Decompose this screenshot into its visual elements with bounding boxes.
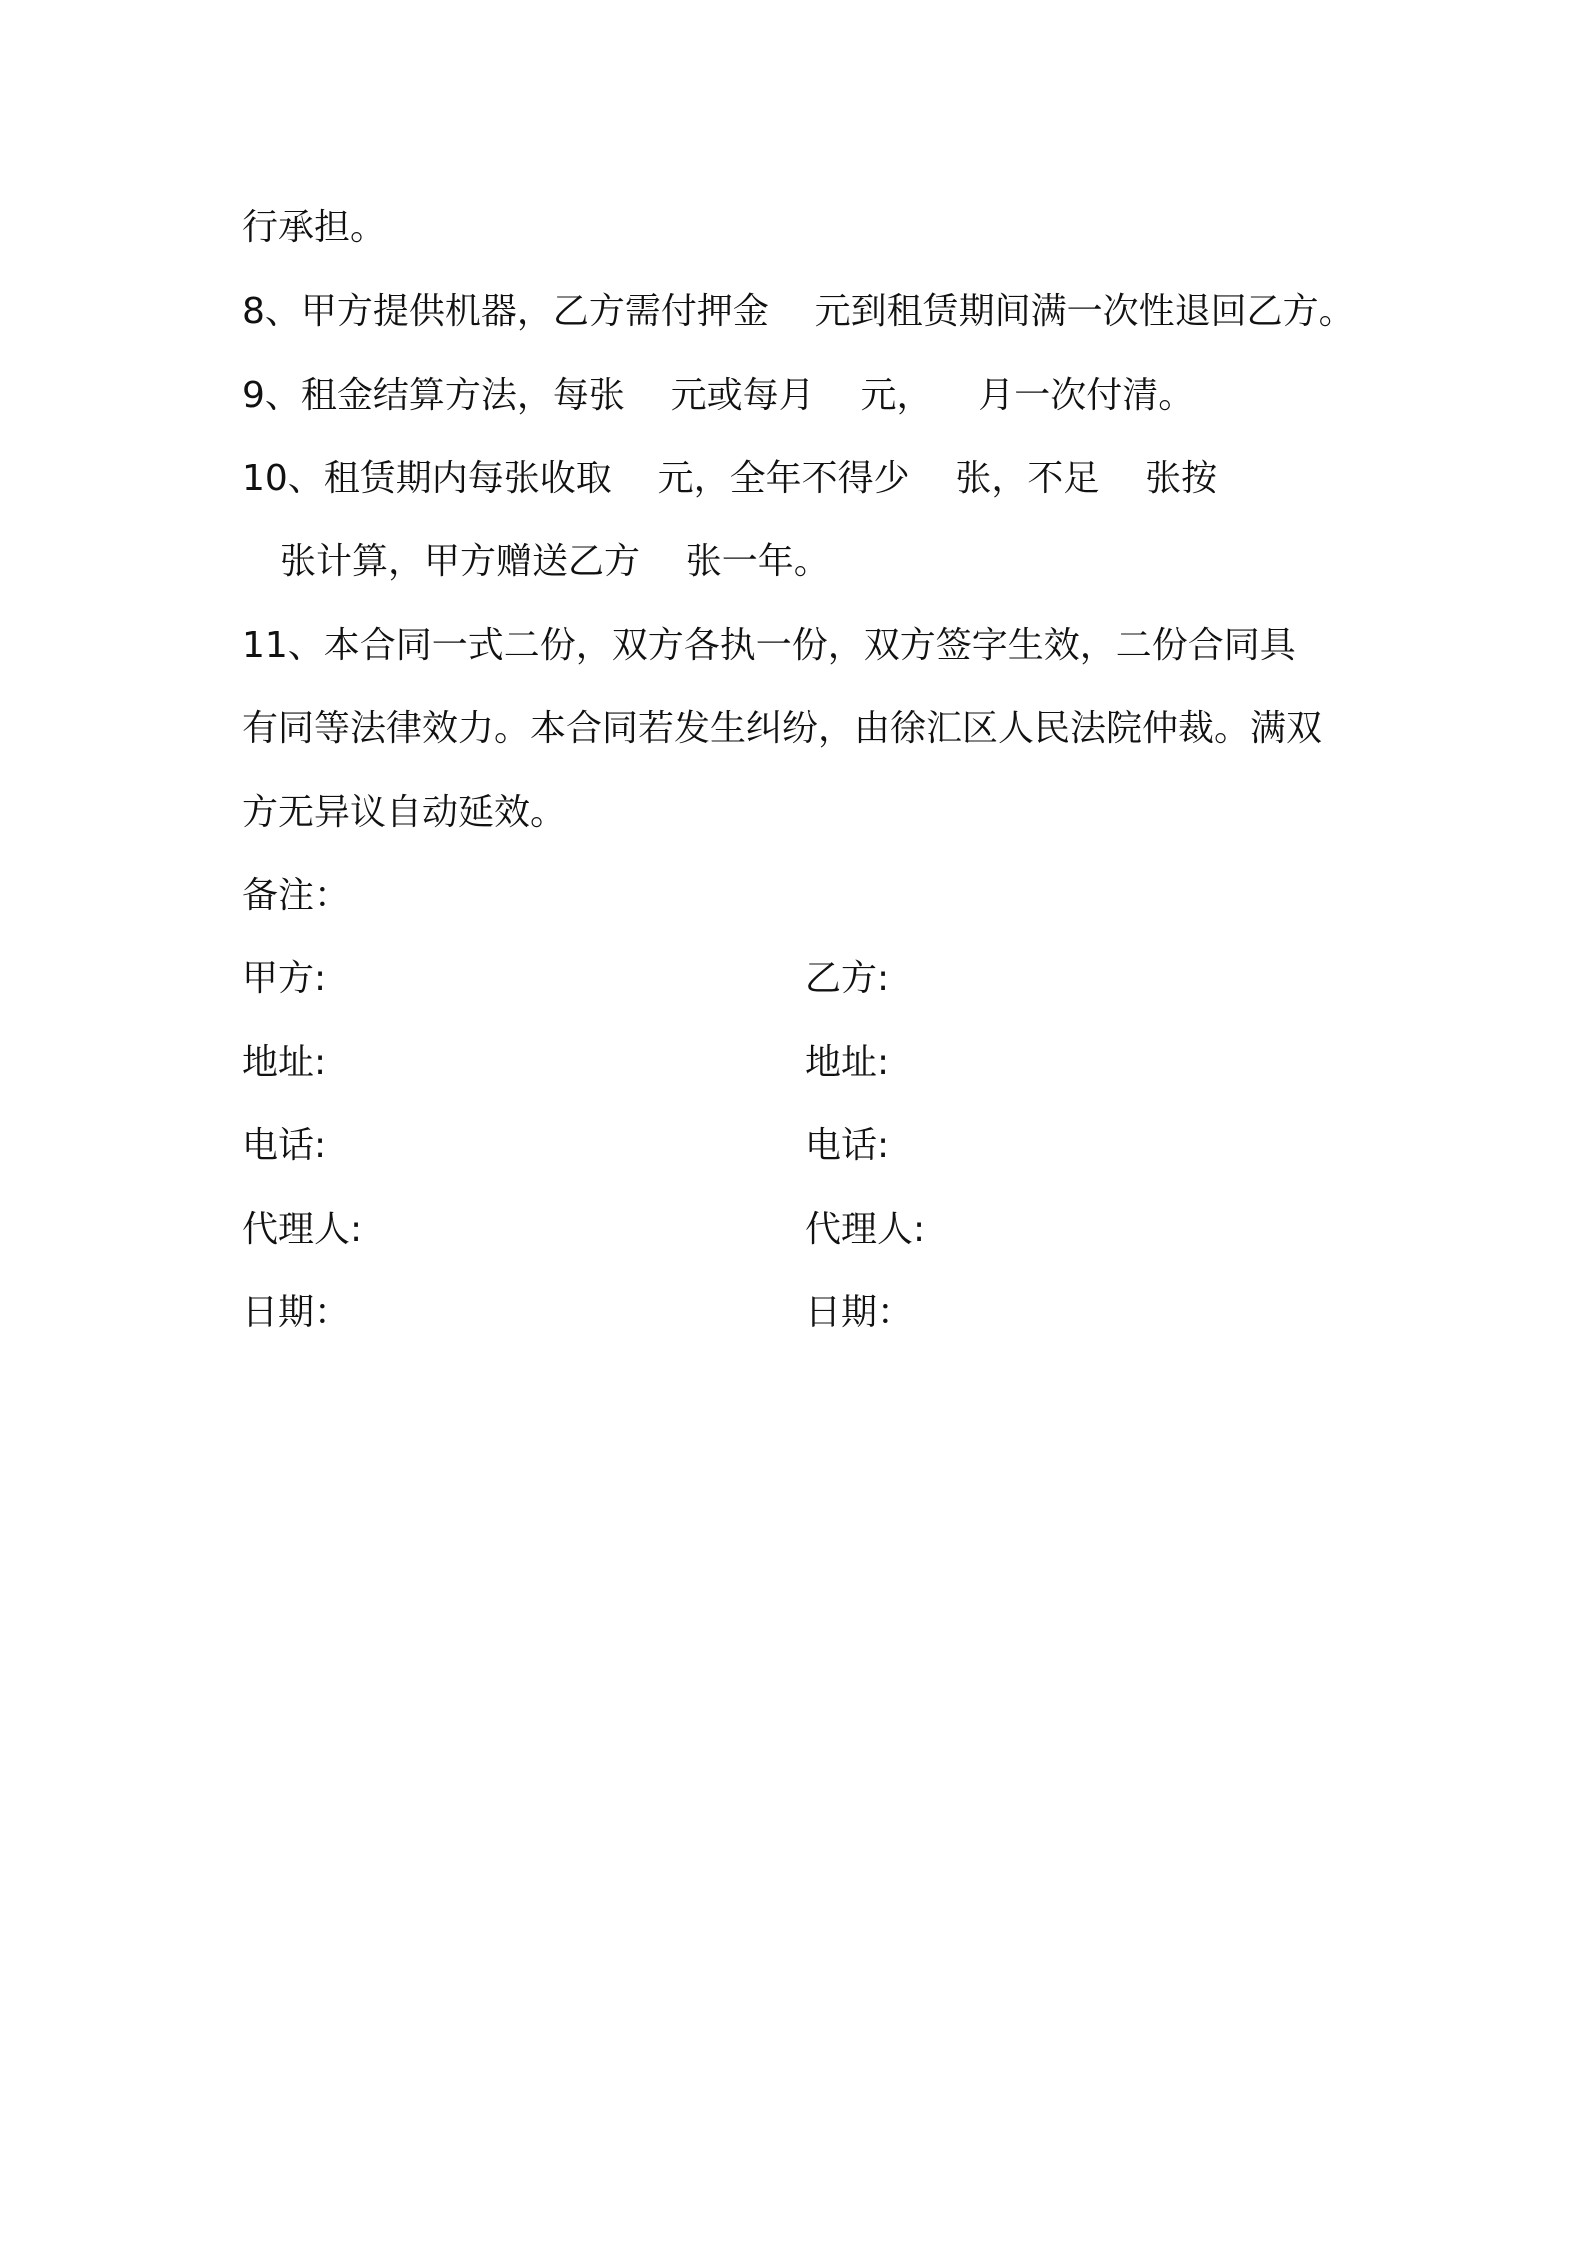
- party-b-address-label: 地址:: [805, 1042, 890, 1083]
- clause-11-line-2: 有同等法律效力。本合同若发生纠纷，由徐汇区人民法院仲裁。满双: [242, 708, 1323, 749]
- clause-10: 10、租赁期内每张收取 元，全年不得少 张，不足 张按: [242, 458, 1218, 499]
- clause-8: 8、甲方提供机器，乙方需付押金 元到租赁期间满一次性退回乙方。: [242, 291, 1355, 332]
- party-a-name-label: 甲方:: [242, 958, 327, 999]
- party-b-date-label: 日期：: [805, 1292, 914, 1333]
- remark-label: 备注：: [242, 875, 351, 916]
- clause-9: 9、租金结算方法，每张 元或每月 元， 月一次付清。: [242, 375, 1195, 416]
- clause-11: 11、本合同一式二份，双方各执一份，双方签字生效，二份合同具: [242, 625, 1296, 666]
- party-a-date-label: 日期：: [242, 1292, 351, 1333]
- party-b-agent-label: 代理人:: [805, 1209, 926, 1250]
- party-a-agent-label: 代理人:: [242, 1209, 363, 1250]
- clause-10-continuation: 张计算，甲方赠送乙方 张一年。: [280, 541, 830, 582]
- party-b-phone-label: 电话:: [805, 1125, 890, 1166]
- clause-7-continuation: 行承担。: [242, 207, 387, 248]
- clause-11-line-3: 方无异议自动延效。: [242, 792, 567, 833]
- party-a-phone-label: 电话:: [242, 1125, 327, 1166]
- party-b-name-label: 乙方:: [805, 958, 890, 999]
- party-a-address-label: 地址:: [242, 1042, 327, 1083]
